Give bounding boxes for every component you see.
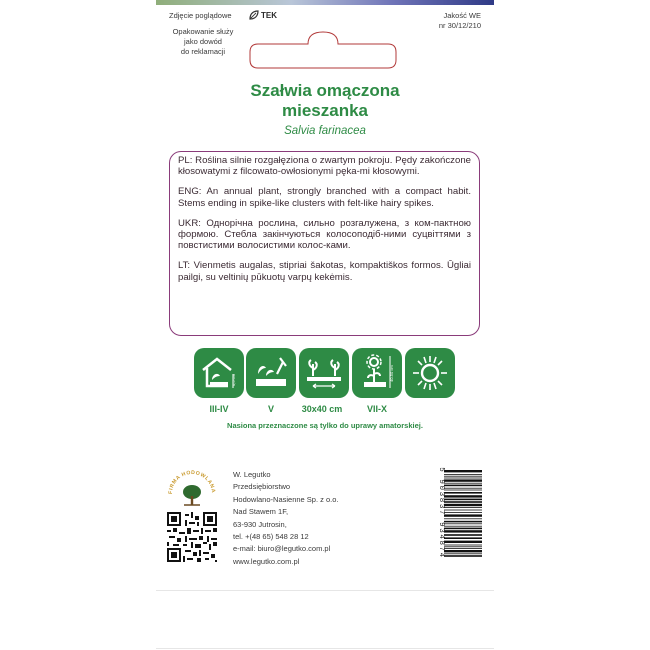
barcode-bar xyxy=(444,530,482,532)
barcode-bar xyxy=(444,476,482,477)
barcode-bar xyxy=(444,483,482,484)
planting-out-icon xyxy=(246,348,296,398)
company-logo xyxy=(166,468,218,508)
barcode-bar xyxy=(444,485,482,487)
bottom-edge xyxy=(156,648,494,649)
description-ukr: UKR: Однорічна рослина, сильно розгалужена, з ком-пактною формою. Стебла закінчуються колосоподіб-ними суцвіттями з повстистими волосистими колос-ками. xyxy=(178,217,471,252)
barcode-bar xyxy=(444,541,482,543)
address-line: tel. +(48 65) 548 28 12 xyxy=(233,531,309,541)
barcode-bar xyxy=(444,512,482,513)
sowing-indoor-icon xyxy=(194,348,244,398)
barcode-number: 5 903837 934874 xyxy=(437,467,445,559)
leaf-icon xyxy=(249,10,259,20)
barcode-bar xyxy=(444,526,482,527)
barcode-bar xyxy=(444,555,482,557)
sowing-depth-text: 0,5 cm xyxy=(231,373,236,386)
tek-mark xyxy=(249,10,277,20)
barcode-bar xyxy=(444,537,482,539)
barcode-bar xyxy=(444,474,482,475)
barcode-bar xyxy=(444,492,482,494)
spacing-label: 30x40 cm xyxy=(301,404,343,414)
address-line: Nad Stawem 1F, xyxy=(233,507,289,517)
photo-strip xyxy=(156,0,494,5)
address-line: www.legutko.com.pl xyxy=(233,556,300,566)
barcode-bar xyxy=(444,534,482,536)
barcode-bar xyxy=(444,488,482,489)
qr-code xyxy=(167,512,217,562)
barcode-bar xyxy=(444,507,482,508)
address-line: W. Legutko xyxy=(233,470,271,479)
packaging-note-3: do reklamacji xyxy=(180,47,226,56)
barcode-bar xyxy=(444,478,482,479)
description-lt: LT: Vienmetis augalas, stipriai šakotas, kompaktiškos formos. Ūgliai pailgi, su veltinių pūkuotų varpų kekėmis. xyxy=(178,260,471,283)
illustrative-photo-note: Zdjęcie poglądowe xyxy=(169,11,232,20)
product-name-line-1: Szałwia omączona xyxy=(250,81,400,100)
barcode-bar xyxy=(444,518,482,519)
barcode-bar xyxy=(444,490,482,491)
barcode-bar xyxy=(444,470,482,472)
description-box xyxy=(169,151,480,336)
barcode-bar xyxy=(444,553,482,554)
packaging-note-2: jako dowód xyxy=(184,37,222,46)
address-line: Przedsiębiorstwo xyxy=(233,482,291,492)
sowing-period-label: III-IV xyxy=(209,404,229,414)
barcode-bar xyxy=(444,479,482,481)
barcode-bar xyxy=(444,499,482,501)
product-name-line-2: mieszanka xyxy=(282,101,368,120)
tek-label: TEK xyxy=(261,10,277,20)
latin-name: Salvia farinacea xyxy=(284,125,366,137)
quality-line-2: nr 30/12/210 xyxy=(438,21,481,30)
logo-text: FIRMA HODOWLANA xyxy=(167,469,217,495)
quality-line-1: Jakość WE xyxy=(443,11,481,20)
flowering-icon xyxy=(352,348,402,398)
barcode-bar xyxy=(444,514,482,516)
barcode-bar xyxy=(444,510,482,511)
barcode-bar xyxy=(444,523,482,524)
barcode xyxy=(432,468,484,560)
address-line: e-mail: biuro@legutko.com.pl xyxy=(233,544,331,554)
label-window xyxy=(248,30,398,70)
barcode-bar xyxy=(444,545,482,546)
description-pl: PL: Roślina silnie rozgałęziona o zwartym pokroju. Pędy zakończone kłosowatymi z filcowato-owłosionymi pęka-mi kłosowymi. xyxy=(178,155,471,178)
plant-height-text: 40-50 cm xyxy=(389,365,394,382)
barcode-bar xyxy=(444,501,482,503)
barcode-bar xyxy=(444,548,482,549)
barcode-bar xyxy=(444,528,482,530)
barcode-bar xyxy=(444,504,482,506)
flowering-period-label: VII-X xyxy=(366,404,387,414)
bottom-divider xyxy=(156,590,494,591)
packaging-note-1: Opakowanie służy xyxy=(172,27,234,36)
planting-period-label: V xyxy=(267,404,274,414)
barcode-bar xyxy=(444,521,482,523)
address-line: 63-930 Jutrosin, xyxy=(233,519,287,529)
description-eng: ENG: An annual plant, strongly branched with a compact habit. Stems ending in spike-like clusters with felt-like hairy spikes. xyxy=(178,186,471,209)
address-line: Hodowlano-Nasienne Sp. z o.o. xyxy=(233,494,339,504)
barcode-bar xyxy=(444,550,482,552)
barcode-bar xyxy=(444,495,482,497)
barcode-bar xyxy=(444,546,482,547)
spacing-icon xyxy=(299,348,349,398)
amateur-use-note: Nasiona przeznaczone są tylko do uprawy amatorskiej. xyxy=(227,421,423,430)
sun-icon xyxy=(405,348,455,398)
company-address xyxy=(233,469,338,568)
